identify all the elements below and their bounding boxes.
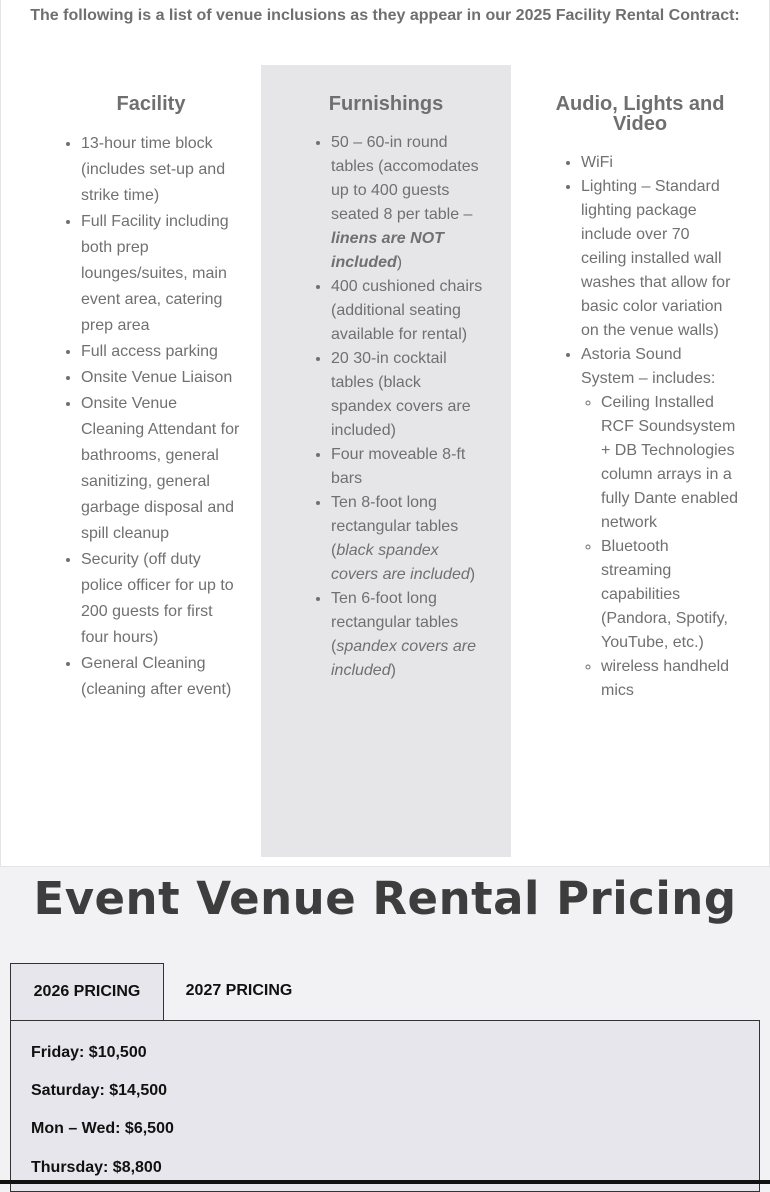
list-item: • General Cleaning (cleaning after event) xyxy=(81,651,241,703)
av-heading: Audio, Lights and Video xyxy=(555,93,725,135)
list-item xyxy=(331,587,483,683)
furnishings-heading: Furnishings xyxy=(328,93,444,115)
item-close: ) xyxy=(469,566,476,583)
list-item: ◦ wireless handheld mics xyxy=(601,655,739,703)
list-item xyxy=(331,131,483,275)
price-row: Mon – Wed: $6,500 xyxy=(31,1120,174,1137)
list-item: • Lighting – Standard lighting package include over 70 ceiling installed wall washes that allow for basic color variation on the venue walls) xyxy=(581,175,739,343)
list-item: • 13-hour time block (includes set-up and strike time) xyxy=(81,131,241,209)
item-text: Ten 6-foot long rectangular tables ( xyxy=(331,590,459,655)
item-emphasis: linens are NOT included xyxy=(331,230,444,271)
pricing-panel xyxy=(10,1020,760,1192)
list-item: • Onsite Venue Cleaning Attendant for bathrooms, general sanitizing, general garbage disposal and spill cleanup xyxy=(81,391,241,547)
list-item: ◦ Bluetooth streaming capabilities (Pandora, Spotify, YouTube, etc.) xyxy=(601,535,739,655)
intro-text: The following is a list of venue inclusions as they appear in our 2025 Facility Rental Contract: xyxy=(30,7,740,24)
facility-heading: Facility xyxy=(116,93,186,115)
facility-list xyxy=(61,131,241,703)
price-row: Thursday: $8,800 xyxy=(31,1159,162,1176)
list-item: • 400 cushioned chairs (additional seating available for rental) xyxy=(331,275,483,347)
tab-2027-pricing[interactable]: 2027 PRICING xyxy=(185,982,293,999)
facility-column xyxy=(61,65,241,703)
furnishings-column xyxy=(261,65,511,857)
list-item: ◦ Ceiling Installed RCF Soundsystem + DB Technologies column arrays in a fully Dante enabled network xyxy=(601,391,739,535)
list-item: • Full access parking xyxy=(81,339,241,365)
item-emphasis: spandex covers are included xyxy=(331,638,476,679)
audio-lights-video-column xyxy=(541,65,739,703)
list-item: • Security (off duty police officer for up to 200 guests for first four hours) xyxy=(81,547,241,651)
item-text: 50 – 60-in round tables (accomodates up to 400 guests seated 8 per table – xyxy=(331,134,479,223)
list-item xyxy=(581,343,739,703)
sound-system-sublist xyxy=(581,391,739,703)
list-item: • Onsite Venue Liaison xyxy=(81,365,241,391)
list-item: • Full Facility including both prep lounges/suites, main event area, catering prep area xyxy=(81,209,241,339)
price-row: Saturday: $14,500 xyxy=(31,1082,168,1099)
list-item xyxy=(331,491,483,587)
item-text: Astoria Sound System – includes: xyxy=(581,346,716,387)
pricing-title: Event Venue Rental Pricing xyxy=(33,872,737,925)
list-item: • 20 30-in cocktail tables (black spandex covers are included) xyxy=(331,347,483,443)
price-row: Friday: $10,500 xyxy=(31,1044,147,1061)
list-item: • Four moveable 8-ft bars xyxy=(331,443,483,491)
item-text: Ten 8-foot long rectangular tables ( xyxy=(331,494,459,559)
av-list xyxy=(541,151,739,703)
item-close: ) xyxy=(390,662,396,679)
tab-2026-pricing[interactable]: 2026 PRICING xyxy=(10,963,164,1022)
list-item: • WiFi xyxy=(581,151,739,175)
furnishings-list xyxy=(311,131,483,683)
item-close: ) xyxy=(396,254,403,271)
item-emphasis: black spandex covers are included xyxy=(331,542,470,583)
bottom-edge-bar xyxy=(0,1180,770,1184)
